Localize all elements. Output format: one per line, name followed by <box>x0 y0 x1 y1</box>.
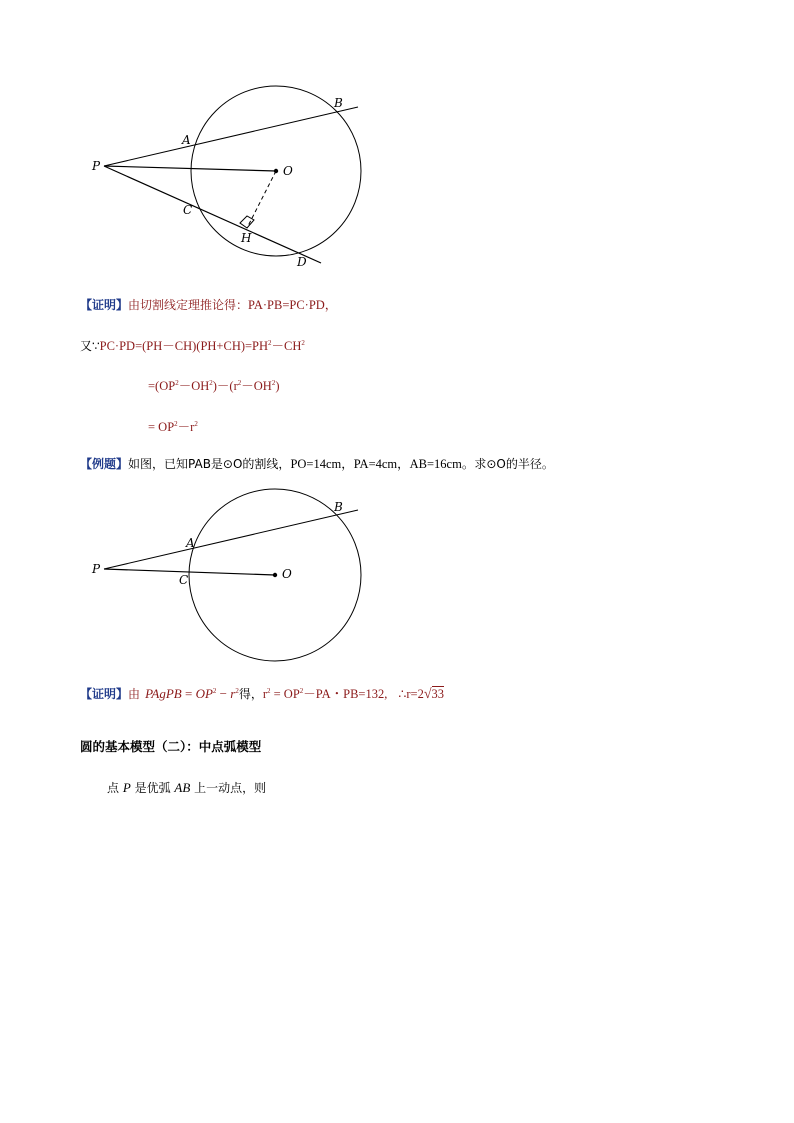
proof-eq-2: $PC\cdot PD=(PH-CH)(PH+CH)=PH^2-CH^2$ <box>99 339 305 353</box>
label-o-2: O <box>282 567 292 581</box>
because-text: 又∵ <box>80 339 100 353</box>
proof-tag-2: 【证明】 <box>80 687 129 701</box>
proof-intro: 由切割线定理推论得： <box>128 298 249 312</box>
proof-2-result: ∴r=2√33 <box>398 687 445 702</box>
label-c: C <box>183 203 193 217</box>
example-text-a: 如图，已知PAB是⊙O的割线， <box>128 457 291 471</box>
proof-1-line-4: = $OP^2-r^2$ <box>148 420 198 434</box>
section-heading: 圆的基本模型（二）：中点弧模型 <box>80 739 262 754</box>
label-d: D <box>297 255 307 269</box>
secant-pab-2 <box>104 510 358 569</box>
proof-2-formula: PAgPB = $OP^2 - r^2$ <box>145 686 239 701</box>
center-dot-2 <box>273 573 277 577</box>
proof-2-r-expr: $r^2 = OP^2-PA$・PB=132, <box>262 687 388 701</box>
example-tag: 【例题】 <box>80 457 129 471</box>
label-o: O <box>283 164 293 178</box>
section-line: 点 P 是优弧 AB 上一动点，则 <box>107 780 267 795</box>
example-text-b: PO=14cm，PA=4cm，AB=16cm。 <box>290 457 475 471</box>
example-text-c: 求⊙O的半径。 <box>474 457 554 471</box>
proof-eq-1: PA·PB=PC·PD， <box>248 298 338 312</box>
proof-2-line: 【证明】由 PAgPB = $OP^2 - r^2$得，$r^2 = OP^2-PA$・PB=132, ∴r=2√33 <box>80 686 445 702</box>
proof-1-line-3: $=(OP^2-OH^2)-(r^2-OH^2)$ <box>148 379 280 393</box>
label-h: H <box>241 231 252 245</box>
label-a-2: A <box>186 536 195 550</box>
label-c-2: C <box>179 573 189 587</box>
label-a: A <box>182 133 191 147</box>
proof-tag: 【证明】 <box>80 298 129 312</box>
label-b: B <box>334 96 343 110</box>
label-p-2: P <box>92 562 101 576</box>
label-b-2: B <box>334 500 343 514</box>
label-p: P <box>92 159 101 173</box>
